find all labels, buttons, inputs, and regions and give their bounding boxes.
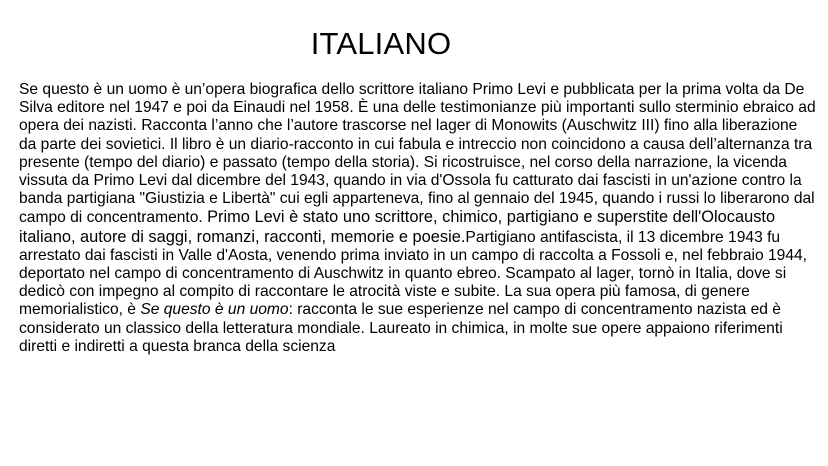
text-author-biography-end: : racconta le sue esperienze nel campo di concentramento nazista ed è considerato un classico della letteratura mondiale. Laureato in chimica, in molte sue opere appaiono riferimenti diretti e indiretti a questa branca della scienza: [19, 301, 783, 355]
page-title: ITALIANO: [310, 26, 452, 61]
body-paragraph: [19, 81, 819, 356]
text-author-intro: Primo Levi è stato uno scrittore, chimico, partigiano e superstite dell'Olocausto italiano, autore di saggi, romanzi, racconti, memorie e poesie.: [19, 208, 776, 246]
text-book-summary: Se questo è un uomo è un’opera biografica dello scrittore italiano Primo Levi e pubblicata per la prima volta da De Silva editore nel 1947 e poi da Einaudi nel 1958. È una delle testimonianze più importanti sullo sterminio ebraico ad opera dei nazisti. Racconta l’anno che l’autore trascorse nel lager di Monowits (Auschwitz III) fino alla liberazione da parte dei sovietici. Il libro è un diario-racconto in cui fabula e intreccio non coincidono a causa dell’alternanza tra presente (tempo del diario) e passato (tempo della storia). Si ricostruisce, nel corso della narrazione, la vicenda vissuta da Primo Levi dal dicembre del 1943, quando in via d'Ossola fu catturato dai fascisti in un'azione contro la banda partigiana "Giustizia e Libertà" cui egli apparteneva, fino al gennaio del 1945, quando i russi lo liberarono dal campo di concentramento.: [19, 81, 816, 227]
text-book-title-italic: Se questo è un uomo: [140, 301, 289, 319]
text-author-biography: Partigiano antifascista, il 13 dicembre 1943 fu arrestato dai fascisti in Valle d'Aosta, venendo prima inviato in un campo di raccolta a Fossoli e, nel febbraio 1944, deportato nel campo di concentramento di Auschwitz in quanto ebreo. Scampato al lager, tornò in Italia, dove si dedicò con impegno al compito di raccontare le atrocità viste e subite. La sua opera più famosa, di genere memorialistico, è: [19, 228, 808, 319]
